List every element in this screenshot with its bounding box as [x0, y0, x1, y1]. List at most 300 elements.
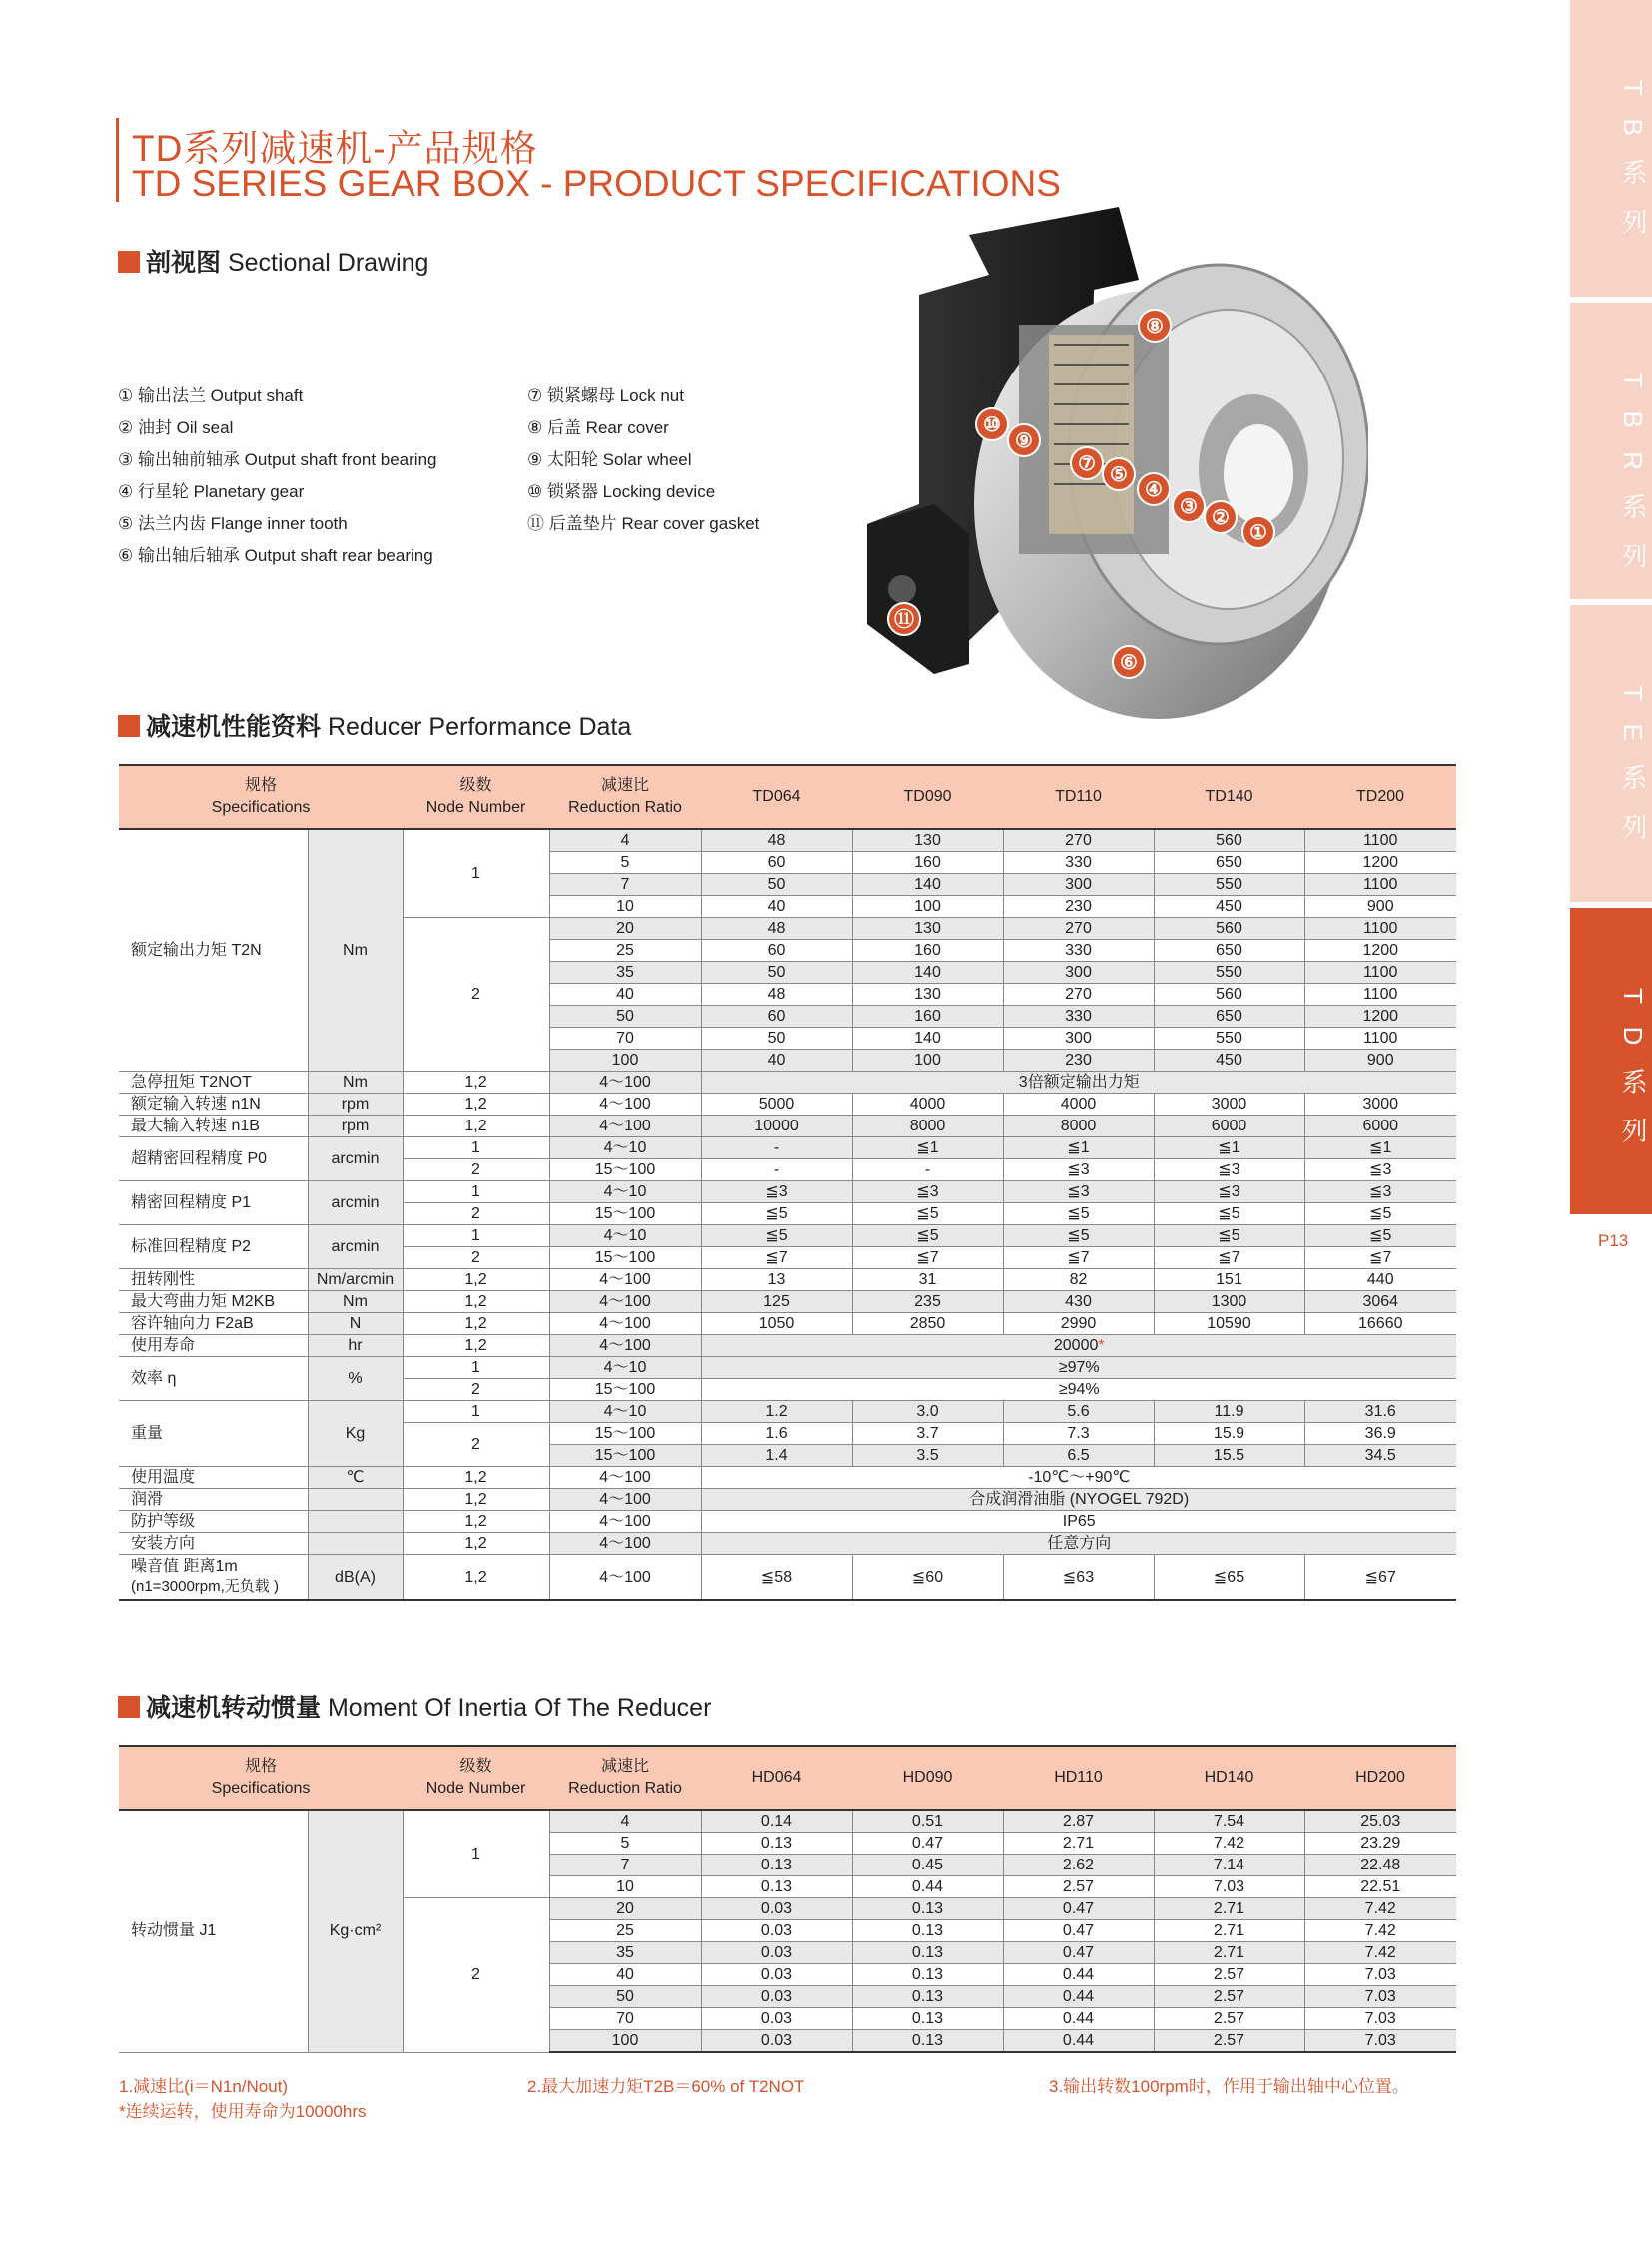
table-cell: 8000	[1003, 1116, 1154, 1137]
table-row	[119, 1489, 1456, 1511]
unit-cell: Kg·cm²	[308, 1810, 403, 2052]
table-cell: 300	[1003, 874, 1154, 896]
unit-cell: Nm	[308, 1291, 403, 1313]
table-cell: 7	[549, 1855, 701, 1876]
table-cell: 6000	[1304, 1116, 1456, 1137]
table-cell: 40	[549, 984, 701, 1006]
table-cell: 130	[852, 829, 1003, 852]
table-cell: 2.71	[1154, 1920, 1304, 1942]
callout-6: ⑥	[1120, 652, 1138, 674]
table-cell: 40	[549, 1964, 701, 1986]
unit-cell: %	[308, 1357, 403, 1401]
table-cell: 6.5	[1003, 1445, 1154, 1467]
tab-tbr[interactable]: T B R 系 列	[1570, 303, 1652, 599]
row-label: 超精密回程精度 P0	[119, 1137, 308, 1181]
callout-9: ⑨	[1015, 430, 1033, 452]
table-cell: 0.13	[701, 1833, 852, 1855]
table-cell: 50	[549, 1006, 701, 1028]
inertia-table	[119, 1745, 1456, 2053]
callout-5: ⑤	[1110, 464, 1128, 486]
table-cell: 450	[1154, 1050, 1304, 1072]
table-cell: 270	[1003, 829, 1154, 852]
callout-2: ②	[1212, 507, 1230, 529]
table-cell: 15～100	[549, 1379, 701, 1401]
row-label: 使用温度	[119, 1467, 308, 1489]
table-cell: 15～100	[549, 1203, 701, 1225]
table-cell: 13	[701, 1269, 852, 1291]
table-cell: 4	[549, 1810, 701, 1833]
value-cell: 任意方向	[701, 1533, 1456, 1555]
table-cell: 7.3	[1003, 1423, 1154, 1445]
header-model: HD090	[852, 1746, 1003, 1810]
table-cell: 650	[1154, 1006, 1304, 1028]
table-cell: ≦3	[1003, 1181, 1154, 1203]
table-cell: 0.03	[701, 2008, 852, 2030]
node-cell: 1,2	[403, 1116, 549, 1137]
row-label: 防护等级	[119, 1511, 308, 1533]
unit-cell: arcmin	[308, 1225, 403, 1269]
table-cell: 3.5	[852, 1445, 1003, 1467]
table-cell: 230	[1003, 896, 1154, 918]
header-model: HD110	[1003, 1746, 1154, 1810]
page-title-en: TD SERIES GEAR BOX - PRODUCT SPECIFICATIONS	[132, 163, 1061, 204]
value-cell: IP65	[701, 1511, 1456, 1533]
table-cell: 4～100	[549, 1467, 701, 1489]
table-cell: 4～100	[549, 1335, 701, 1357]
table-row	[119, 1181, 1456, 1203]
table-row	[119, 1335, 1456, 1357]
table-cell: 40	[701, 1050, 852, 1072]
unit-cell: rpm	[308, 1094, 403, 1116]
table-cell: 2990	[1003, 1313, 1154, 1335]
table-cell: 50	[701, 1028, 852, 1050]
table-cell: 125	[701, 1291, 852, 1313]
table-cell: ≦5	[1003, 1225, 1154, 1247]
table-cell: 50	[701, 874, 852, 896]
table-cell: 0.13	[852, 1920, 1003, 1942]
table-row	[119, 1555, 1456, 1601]
table-cell: ≦1	[1003, 1137, 1154, 1159]
table-cell: 0.47	[1003, 1920, 1154, 1942]
table-row	[119, 829, 1456, 852]
table-cell: 0.13	[852, 1964, 1003, 1986]
section-performance-data: 减速机性能资料 Reducer Performance Data	[118, 707, 631, 743]
table-cell: 330	[1003, 1006, 1154, 1028]
table-cell: 50	[549, 1986, 701, 2008]
table-cell: ≦58	[701, 1555, 852, 1601]
table-cell: ≦3	[1003, 1159, 1154, 1181]
table-cell: ≦5	[701, 1203, 852, 1225]
header-specifications: 规格 Specifications	[119, 1746, 403, 1810]
table-cell: 4～10	[549, 1401, 701, 1423]
header-model: TD090	[852, 765, 1003, 829]
table-cell: 50	[701, 962, 852, 984]
table-cell: 4～10	[549, 1181, 701, 1203]
part-item: ⑧ 后盖 Rear cover	[527, 418, 669, 437]
table-cell: 0.03	[701, 1942, 852, 1964]
node-cell: 1	[403, 1225, 549, 1247]
table-cell: 560	[1154, 829, 1304, 852]
table-cell: 1.4	[701, 1445, 852, 1467]
table-cell: 330	[1003, 940, 1154, 962]
callout-3: ③	[1180, 496, 1198, 518]
row-label: 扭转刚性	[119, 1269, 308, 1291]
table-cell: ≦5	[852, 1225, 1003, 1247]
row-label: 润滑	[119, 1489, 308, 1511]
row-label: 容许轴向力 F2aB	[119, 1313, 308, 1335]
table-row	[119, 1291, 1456, 1313]
table-cell: 6000	[1154, 1116, 1304, 1137]
table-cell: 22.51	[1304, 1876, 1456, 1898]
table-cell: ≦3	[1304, 1181, 1456, 1203]
parts-list-left	[118, 380, 436, 572]
row-label: 使用寿命	[119, 1335, 308, 1357]
table-cell: 5.6	[1003, 1401, 1154, 1423]
part-item: ⑤ 法兰内齿 Flange inner tooth	[118, 514, 348, 533]
table-cell: 0.03	[701, 1964, 852, 1986]
table-cell: 7.42	[1304, 1920, 1456, 1942]
table-cell: 20	[549, 1898, 701, 1920]
header-model: TD200	[1304, 765, 1456, 829]
row-label: 最大弯曲力矩 M2KB	[119, 1291, 308, 1313]
value-cell: ≥97%	[701, 1357, 1456, 1379]
table-cell: 270	[1003, 918, 1154, 940]
table-cell: ≦3	[852, 1181, 1003, 1203]
table-cell: 1200	[1304, 852, 1456, 874]
table-cell: 10590	[1154, 1313, 1304, 1335]
table-cell: 40	[701, 896, 852, 918]
header-model: HD064	[701, 1746, 852, 1810]
callout-4: ④	[1145, 479, 1163, 501]
table-cell: 0.44	[1003, 1986, 1154, 2008]
node-cell: 1	[403, 1810, 549, 1898]
table-cell: 35	[549, 962, 701, 984]
table-cell: 130	[852, 918, 1003, 940]
table-cell: 1100	[1304, 1028, 1456, 1050]
table-cell: 10	[549, 1876, 701, 1898]
table-cell: 15.5	[1154, 1445, 1304, 1467]
node-cell: 1,2	[403, 1555, 549, 1601]
table-cell: 1100	[1304, 962, 1456, 984]
table-cell: 650	[1154, 940, 1304, 962]
table-cell: ≦7	[1003, 1247, 1154, 1269]
table-cell: 2.57	[1154, 1986, 1304, 2008]
table-cell: 0.13	[852, 2030, 1003, 2053]
table-cell: 60	[701, 852, 852, 874]
table-cell: -	[852, 1159, 1003, 1181]
table-cell: ≦7	[1304, 1247, 1456, 1269]
table-cell: 2.71	[1154, 1898, 1304, 1920]
table-cell: 550	[1154, 962, 1304, 984]
table-cell: 100	[549, 1050, 701, 1072]
table-cell: 1100	[1304, 829, 1456, 852]
table-cell: ≦7	[701, 1247, 852, 1269]
value-cell: 合成润滑油脂 (NYOGEL 792D)	[701, 1489, 1456, 1511]
node-cell: 2	[403, 1898, 549, 2053]
table-cell: 2.57	[1154, 2008, 1304, 2030]
unit-cell: Nm	[308, 1072, 403, 1094]
unit-cell: hr	[308, 1335, 403, 1357]
table-cell: 2.57	[1154, 2030, 1304, 2053]
table-cell: 235	[852, 1291, 1003, 1313]
node-cell: 2	[403, 918, 549, 1072]
table-cell: 4～100	[549, 1291, 701, 1313]
table-cell: 34.5	[1304, 1445, 1456, 1467]
table-cell: 100	[549, 2030, 701, 2053]
part-item: ⑨ 太阳轮 Solar wheel	[527, 450, 692, 469]
square-icon	[118, 251, 140, 273]
header-model: HD140	[1154, 1746, 1304, 1810]
table-cell: 7.03	[1154, 1876, 1304, 1898]
table-cell: 1100	[1304, 984, 1456, 1006]
table-cell: 5	[549, 852, 701, 874]
table-cell: 4000	[1003, 1094, 1154, 1116]
table-cell: 0.13	[852, 2008, 1003, 2030]
table-cell: 2.87	[1003, 1810, 1154, 1833]
table-cell: 0.47	[852, 1833, 1003, 1855]
row-label: 安装方向	[119, 1533, 308, 1555]
table-cell: 15～100	[549, 1445, 701, 1467]
table-cell: 300	[1003, 962, 1154, 984]
table-cell: 7.42	[1154, 1833, 1304, 1855]
table-cell: 440	[1304, 1269, 1456, 1291]
node-cell: 1	[403, 1401, 549, 1423]
table-cell: 23.29	[1304, 1833, 1456, 1855]
node-cell: 1,2	[403, 1313, 549, 1335]
table-cell: ≦65	[1154, 1555, 1304, 1601]
table-cell: ≦5	[701, 1225, 852, 1247]
table-row	[119, 1269, 1456, 1291]
table-cell: ≦7	[1154, 1247, 1304, 1269]
table-cell: 22.48	[1304, 1855, 1456, 1876]
table-cell: 130	[852, 984, 1003, 1006]
table-cell: 3.7	[852, 1423, 1003, 1445]
header-reduction-ratio: 减速比 Reduction Ratio	[549, 765, 701, 829]
table-row	[119, 1467, 1456, 1489]
table-row	[119, 1116, 1456, 1137]
tab-td[interactable]: T D 系 列	[1570, 908, 1652, 1214]
node-cell: 1,2	[403, 1511, 549, 1533]
node-cell: 1,2	[403, 1094, 549, 1116]
part-item: ⑩ 锁紧器 Locking device	[527, 482, 716, 501]
table-row	[119, 1072, 1456, 1094]
table-cell: 560	[1154, 984, 1304, 1006]
table-cell: 4～100	[549, 1116, 701, 1137]
table-cell: ≦3	[1304, 1159, 1456, 1181]
table-cell: ≦3	[1154, 1181, 1304, 1203]
node-cell: 1	[403, 829, 549, 918]
table-cell: 0.44	[1003, 1964, 1154, 1986]
row-label: 效率 η	[119, 1357, 308, 1401]
table-cell: 82	[1003, 1269, 1154, 1291]
table-cell: 0.47	[1003, 1898, 1154, 1920]
table-cell: 20	[549, 918, 701, 940]
table-cell: ≦1	[1154, 1137, 1304, 1159]
table-cell: 230	[1003, 1050, 1154, 1072]
table-cell: 15～100	[549, 1247, 701, 1269]
table-cell: 36.9	[1304, 1423, 1456, 1445]
node-cell: 1,2	[403, 1072, 549, 1094]
table-cell: 70	[549, 2008, 701, 2030]
table-cell: 3064	[1304, 1291, 1456, 1313]
unit-cell: rpm	[308, 1116, 403, 1137]
table-row	[119, 1094, 1456, 1116]
table-cell: 7	[549, 874, 701, 896]
table-cell: 1300	[1154, 1291, 1304, 1313]
node-cell: 1	[403, 1357, 549, 1379]
table-row	[119, 1357, 1456, 1379]
table-row	[119, 1533, 1456, 1555]
table-cell: 0.13	[852, 1986, 1003, 2008]
table-cell: 0.44	[1003, 2030, 1154, 2053]
table-cell: 5000	[701, 1094, 852, 1116]
table-cell: 0.13	[852, 1898, 1003, 1920]
table-cell: 7.03	[1304, 2008, 1456, 2030]
table-cell: 25.03	[1304, 1810, 1456, 1833]
asterisk-mark: *	[1098, 1337, 1105, 1354]
table-cell: 1.6	[701, 1423, 852, 1445]
table-cell: ≦5	[1154, 1225, 1304, 1247]
node-cell: 1	[403, 1181, 549, 1203]
part-item: ⑥ 输出轴后轴承 Output shaft rear bearing	[118, 546, 433, 565]
table-cell: 4～100	[549, 1555, 701, 1601]
table-cell: 100	[852, 1050, 1003, 1072]
table-cell: 48	[701, 918, 852, 940]
table-cell: 8000	[852, 1116, 1003, 1137]
header-model: TD110	[1003, 765, 1154, 829]
table-cell: 60	[701, 940, 852, 962]
table-cell: 4～100	[549, 1094, 701, 1116]
table-cell: 0.45	[852, 1855, 1003, 1876]
table-cell: 1100	[1304, 918, 1456, 940]
table-cell: 11.9	[1154, 1401, 1304, 1423]
table-cell: ≦67	[1304, 1555, 1456, 1601]
title-bar	[116, 118, 119, 202]
unit-cell	[308, 1533, 403, 1555]
table-cell: 10000	[701, 1116, 852, 1137]
table-cell: 5	[549, 1833, 701, 1855]
table-cell: 1200	[1304, 940, 1456, 962]
table-cell: 160	[852, 1006, 1003, 1028]
part-item: ④ 行星轮 Planetary gear	[118, 482, 305, 501]
table-cell: 4～100	[549, 1533, 701, 1555]
table-row	[119, 1511, 1456, 1533]
gearbox-sectional-illustration	[859, 205, 1368, 724]
table-cell: -	[701, 1159, 852, 1181]
row-label: 精密回程精度 P1	[119, 1181, 308, 1225]
table-cell: 7.03	[1304, 1986, 1456, 2008]
table-cell: 4～10	[549, 1225, 701, 1247]
table-cell: 4～10	[549, 1357, 701, 1379]
row-label: 最大输入转速 n1B	[119, 1116, 308, 1137]
page-number: P13	[1598, 1231, 1629, 1250]
row-label-line: 噪音值 距离1m	[131, 1558, 238, 1575]
table-cell: ≦5	[1003, 1203, 1154, 1225]
row-label: 额定输入转速 n1N	[119, 1094, 308, 1116]
table-cell: 3000	[1304, 1094, 1456, 1116]
table-cell: 270	[1003, 984, 1154, 1006]
row-label: 急停扭矩 T2NOT	[119, 1072, 308, 1094]
table-cell: -	[701, 1137, 852, 1159]
table-cell: 140	[852, 962, 1003, 984]
table-cell: 560	[1154, 918, 1304, 940]
table-cell: 0.13	[701, 1855, 852, 1876]
table-cell: ≦1	[852, 1137, 1003, 1159]
header-specifications: 规格 Specifications	[119, 765, 403, 829]
table-cell: 0.03	[701, 1898, 852, 1920]
table-cell: 7.54	[1154, 1810, 1304, 1833]
table-cell: 4000	[852, 1094, 1003, 1116]
table-cell: 0.44	[1003, 2008, 1154, 2030]
node-cell: 1,2	[403, 1533, 549, 1555]
table-cell: 25	[549, 940, 701, 962]
part-item: ⑪ 后盖垫片 Rear cover gasket	[527, 514, 760, 533]
table-cell: 4～10	[549, 1137, 701, 1159]
table-row	[119, 1137, 1456, 1159]
tab-tb[interactable]: T B 系 列	[1570, 0, 1652, 297]
table-cell: 2.62	[1003, 1855, 1154, 1876]
table-cell: 160	[852, 852, 1003, 874]
table-cell: 15.9	[1154, 1423, 1304, 1445]
part-item: ⑦ 锁紧螺母 Lock nut	[527, 386, 684, 405]
square-icon	[118, 1696, 140, 1718]
node-cell: 1,2	[403, 1467, 549, 1489]
performance-table	[119, 764, 1456, 1601]
callout-7: ⑦	[1078, 453, 1096, 475]
table-cell: ≦3	[1154, 1159, 1304, 1181]
table-cell: ≦5	[1154, 1203, 1304, 1225]
footnote-3: 3.输出转数100rpm时，作用于输出轴中心位置。	[1049, 2077, 1409, 2096]
unit-cell: Nm	[308, 829, 403, 1072]
table-cell: 15～100	[549, 1423, 701, 1445]
table-cell: 450	[1154, 896, 1304, 918]
section-sectional-drawing: 剖视图 Sectional Drawing	[118, 243, 428, 279]
table-cell: 1100	[1304, 874, 1456, 896]
table-cell: ≦60	[852, 1555, 1003, 1601]
table-cell: 3000	[1154, 1094, 1304, 1116]
table-cell: ≦7	[852, 1247, 1003, 1269]
table-cell: 10	[549, 896, 701, 918]
node-cell: 2	[403, 1379, 549, 1401]
part-item: ③ 输出轴前轴承 Output shaft front bearing	[118, 450, 437, 469]
table-cell: 140	[852, 1028, 1003, 1050]
table-cell: ≦5	[852, 1203, 1003, 1225]
table-cell: 31.6	[1304, 1401, 1456, 1423]
footnote-4: *连续运转，使用寿命为10000hrs	[119, 2102, 367, 2121]
unit-cell	[308, 1489, 403, 1511]
unit-cell: Nm/arcmin	[308, 1269, 403, 1291]
table-cell: 4～100	[549, 1489, 701, 1511]
table-cell: 15～100	[549, 1159, 701, 1181]
table-cell: 7.03	[1304, 2030, 1456, 2053]
node-cell: 2	[403, 1203, 549, 1225]
footnote-1: 1.减速比(i＝N1n/Nout)	[119, 2077, 289, 2096]
table-cell: 900	[1304, 1050, 1456, 1072]
row-label: 额定输出力矩 T2N	[119, 829, 308, 1072]
tab-te[interactable]: T E 系 列	[1570, 605, 1652, 902]
table-cell: ≦5	[1304, 1203, 1456, 1225]
unit-cell: ℃	[308, 1467, 403, 1489]
table-cell: 0.47	[1003, 1942, 1154, 1964]
square-icon	[118, 715, 140, 737]
table-cell: 2.57	[1003, 1876, 1154, 1898]
table-cell: 0.44	[852, 1876, 1003, 1898]
table-cell: 0.13	[852, 1942, 1003, 1964]
table-cell: ≦5	[1304, 1225, 1456, 1247]
unit-cell: N	[308, 1313, 403, 1335]
table-cell: 4～100	[549, 1313, 701, 1335]
row-label-line: (n1=3000rpm,无负载 )	[131, 1578, 279, 1595]
